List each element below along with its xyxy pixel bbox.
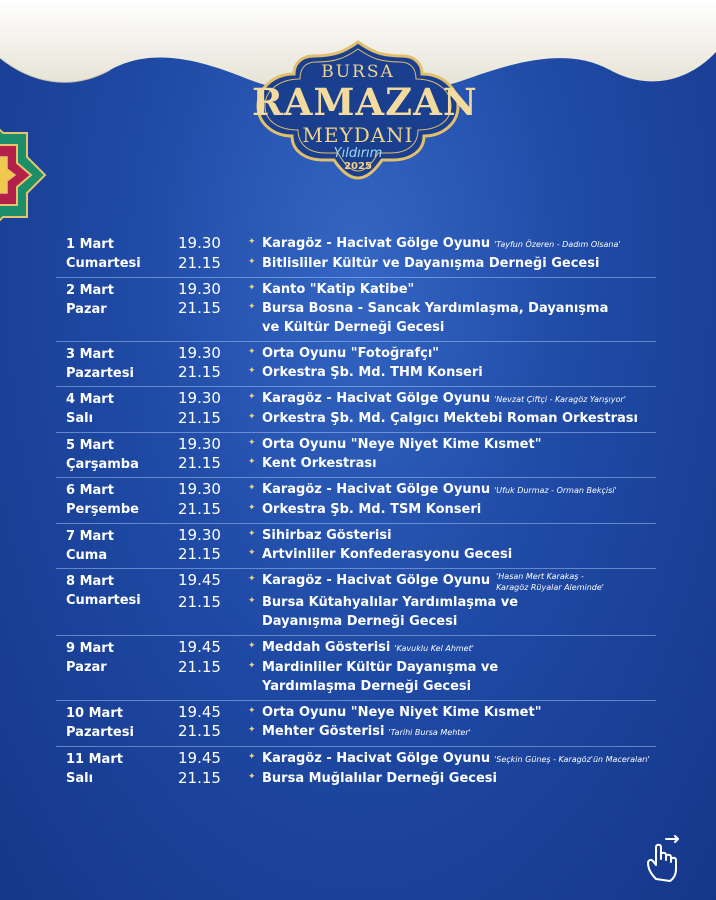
- event-note: 'Nevzat Çiftçi - Karagöz Yarışıyor': [494, 395, 626, 404]
- day-date: [66, 436, 178, 474]
- event-time: 21.15: [178, 769, 221, 787]
- event-title: Orkestra Şb. Md. Çalgıcı Mektebi Roman Orkestrası: [262, 411, 638, 426]
- event-title: Karagöz - Hacivat Gölge Oyunu: [262, 391, 491, 406]
- star-bullet-icon: ✦: [248, 574, 256, 584]
- date-label: 9 Mart: [66, 641, 114, 656]
- weekday-label: Salı: [66, 771, 94, 786]
- star-bullet-icon: ✦: [248, 366, 256, 376]
- event-row: [178, 500, 656, 519]
- event-title: Orkestra Şb. Md. TSM Konseri: [262, 502, 482, 517]
- day-block: [56, 342, 656, 387]
- event-note: 'Hasan Mert Karakaş -: [496, 572, 584, 581]
- event-row: [178, 280, 656, 299]
- date-label: 5 Mart: [66, 438, 114, 453]
- event-title: Bursa Kütahyalılar Yardımlaşma ve: [262, 595, 519, 610]
- event-time: 19.45: [178, 638, 221, 656]
- date-label: 6 Mart: [66, 483, 114, 498]
- weekday-label: Pazartesi: [66, 725, 134, 740]
- event-title: Orta Oyunu "Fotoğrafçı": [262, 346, 440, 361]
- day-date: [66, 481, 178, 519]
- event-row: [178, 299, 656, 337]
- event-title-line2: Yardımlaşma Derneği Gecesi: [262, 679, 472, 694]
- event-time: 21.15: [178, 593, 221, 611]
- logo-year: 2025: [344, 161, 372, 172]
- event-row: [178, 749, 656, 769]
- event-title: Mehter Gösterisi: [262, 724, 385, 739]
- event-time: 21.15: [178, 658, 221, 676]
- star-bullet-icon: ✦: [248, 661, 256, 671]
- day-block: [56, 433, 656, 478]
- event-row: [178, 363, 656, 382]
- date-label: 10 Mart: [66, 706, 123, 721]
- date-label: 8 Mart: [66, 574, 114, 589]
- event-time: 19.45: [178, 703, 221, 721]
- date-label: 2 Mart: [66, 283, 114, 298]
- event-time: 19.30: [178, 480, 221, 498]
- logo-title: RAMAZAN: [252, 80, 478, 124]
- event-time: 21.15: [178, 254, 221, 272]
- event-title-line2: ve Kültür Derneği Gecesi: [262, 320, 445, 335]
- star-bullet-icon: ✦: [248, 412, 256, 422]
- weekday-label: Cumartesi: [66, 593, 141, 608]
- event-title: Bitlisliler Kültür ve Dayanışma Derneği Gecesi: [262, 256, 600, 271]
- event-title: Orta Oyunu "Neye Niyet Kime Kısmet": [262, 705, 542, 720]
- event-row: [178, 638, 656, 658]
- event-row: [178, 435, 656, 454]
- event-time: 21.15: [178, 409, 221, 427]
- weekday-label: Cuma: [66, 548, 108, 563]
- date-label: 11 Mart: [66, 752, 123, 767]
- day-date: [66, 750, 178, 788]
- event-row: [178, 722, 656, 742]
- weekday-label: Pazar: [66, 660, 107, 675]
- event-time: 21.15: [178, 299, 221, 317]
- logo-city: BURSA: [321, 62, 395, 82]
- event-note: 'Kavuklu Kel Ahmet': [394, 644, 474, 653]
- logo-subtitle: MEYDANI: [302, 123, 414, 147]
- event-time: 21.15: [178, 363, 221, 381]
- weekday-label: Perşembe: [66, 502, 139, 517]
- star-bullet-icon: ✦: [248, 237, 256, 247]
- star-bullet-icon: ✦: [248, 392, 256, 402]
- event-time: 21.15: [178, 500, 221, 518]
- day-date: [66, 527, 178, 565]
- event-note: 'Tarihi Bursa Mehter': [388, 728, 471, 737]
- star-bullet-icon: ✦: [248, 302, 256, 312]
- event-title: Mardinliler Kültür Dayanışma ve: [262, 660, 499, 675]
- hand-swipe-icon[interactable]: [644, 835, 684, 883]
- day-block: [56, 232, 656, 278]
- weekday-label: Pazartesi: [66, 366, 134, 381]
- star-bullet-icon: ✦: [248, 641, 256, 651]
- day-block: [56, 747, 656, 792]
- event-row: [178, 769, 656, 788]
- event-note: 'Tayfun Özeren - Dadım Olsana': [494, 240, 621, 249]
- event-title: Karagöz - Hacivat Gölge Oyunu: [262, 573, 491, 588]
- event-note: 'Ufuk Durmaz - Orman Bekçisi': [494, 486, 617, 495]
- star-bullet-icon: ✦: [248, 529, 256, 539]
- logo-district: Yıldırım: [333, 146, 383, 161]
- event-row: [178, 409, 656, 428]
- day-date: [66, 345, 178, 383]
- star-bullet-icon: ✦: [248, 706, 256, 716]
- event-row: [178, 344, 656, 363]
- event-row: [178, 234, 656, 254]
- weekday-label: Çarşamba: [66, 457, 139, 472]
- event-row: [178, 454, 656, 473]
- star-bullet-icon: ✦: [248, 438, 256, 448]
- weekday-label: Salı: [66, 411, 94, 426]
- event-title-line2: Dayanışma Derneği Gecesi: [262, 614, 458, 629]
- weekday-label: Cumartesi: [66, 256, 141, 271]
- day-block: [56, 701, 656, 747]
- day-block: [56, 524, 656, 569]
- event-time: 21.15: [178, 722, 221, 740]
- star-bullet-icon: ✦: [248, 347, 256, 357]
- event-row: [178, 526, 656, 545]
- event-row: [178, 593, 656, 631]
- event-time: 19.45: [178, 749, 221, 767]
- event-row: [178, 658, 656, 696]
- star-bullet-icon: ✦: [248, 596, 256, 606]
- event-row: [178, 389, 656, 409]
- event-row: [178, 480, 656, 500]
- event-time: 19.30: [178, 435, 221, 453]
- event-row: [178, 254, 656, 273]
- event-note: 'Seçkin Güneş - Karagöz'ün Maceraları': [494, 755, 650, 764]
- day-date: [66, 572, 178, 610]
- event-time: 19.30: [178, 280, 221, 298]
- day-block: [56, 387, 656, 433]
- day-date: [66, 235, 178, 273]
- event-row: [178, 571, 656, 593]
- star-bullet-icon: ✦: [248, 483, 256, 493]
- event-time: 19.45: [178, 571, 221, 589]
- event-logo: [252, 40, 478, 180]
- star-bullet-icon: ✦: [248, 725, 256, 735]
- day-block: [56, 478, 656, 524]
- star-bullet-icon: ✦: [248, 283, 256, 293]
- day-date: [66, 390, 178, 428]
- star-bullet-icon: ✦: [248, 548, 256, 558]
- event-title: Meddah Gösterisi: [262, 640, 391, 655]
- event-time: 19.30: [178, 389, 221, 407]
- event-title: Orkestra Şb. Md. THM Konseri: [262, 365, 483, 380]
- date-label: 1 Mart: [66, 237, 114, 252]
- day-block: [56, 636, 656, 701]
- weekday-label: Pazar: [66, 302, 107, 317]
- event-title: Bursa Bosna - Sancak Yardımlaşma, Dayanışma: [262, 301, 609, 316]
- star-bullet-icon: ✦: [248, 772, 256, 782]
- event-title: Karagöz - Hacivat Gölge Oyunu: [262, 236, 491, 251]
- event-title: Artvinliler Konfederasyonu Gecesi: [262, 547, 513, 562]
- event-time: 19.30: [178, 234, 221, 252]
- event-time: 19.30: [178, 344, 221, 362]
- day-block: [56, 278, 656, 342]
- event-row: [178, 703, 656, 722]
- star-bullet-icon: ✦: [248, 257, 256, 267]
- event-title: Karagöz - Hacivat Gölge Oyunu: [262, 751, 491, 766]
- day-date: [66, 639, 178, 677]
- day-block: [56, 569, 656, 636]
- event-time: 21.15: [178, 454, 221, 472]
- event-title: Sihirbaz Gösterisi: [262, 528, 392, 543]
- event-title: Orta Oyunu "Neye Niyet Kime Kısmet": [262, 437, 542, 452]
- date-label: 4 Mart: [66, 392, 114, 407]
- star-bullet-icon: ✦: [248, 457, 256, 467]
- event-title: Karagöz - Hacivat Gölge Oyunu: [262, 482, 491, 497]
- schedule-list: [56, 232, 656, 792]
- event-row: [178, 545, 656, 564]
- day-date: [66, 704, 178, 742]
- event-title: Kent Orkestrası: [262, 456, 377, 471]
- event-title: Kanto "Katip Katibe": [262, 282, 415, 297]
- islamic-ornament-icon: [0, 110, 50, 240]
- star-bullet-icon: ✦: [248, 503, 256, 513]
- event-time: 21.15: [178, 545, 221, 563]
- event-title: Bursa Muğlalılar Derneği Gecesi: [262, 771, 497, 786]
- date-label: 7 Mart: [66, 529, 114, 544]
- star-bullet-icon: ✦: [248, 752, 256, 762]
- event-time: 19.30: [178, 526, 221, 544]
- event-note-line2: Karagöz Rüyalar Aleminde': [496, 583, 604, 592]
- date-label: 3 Mart: [66, 347, 114, 362]
- day-date: [66, 281, 178, 319]
